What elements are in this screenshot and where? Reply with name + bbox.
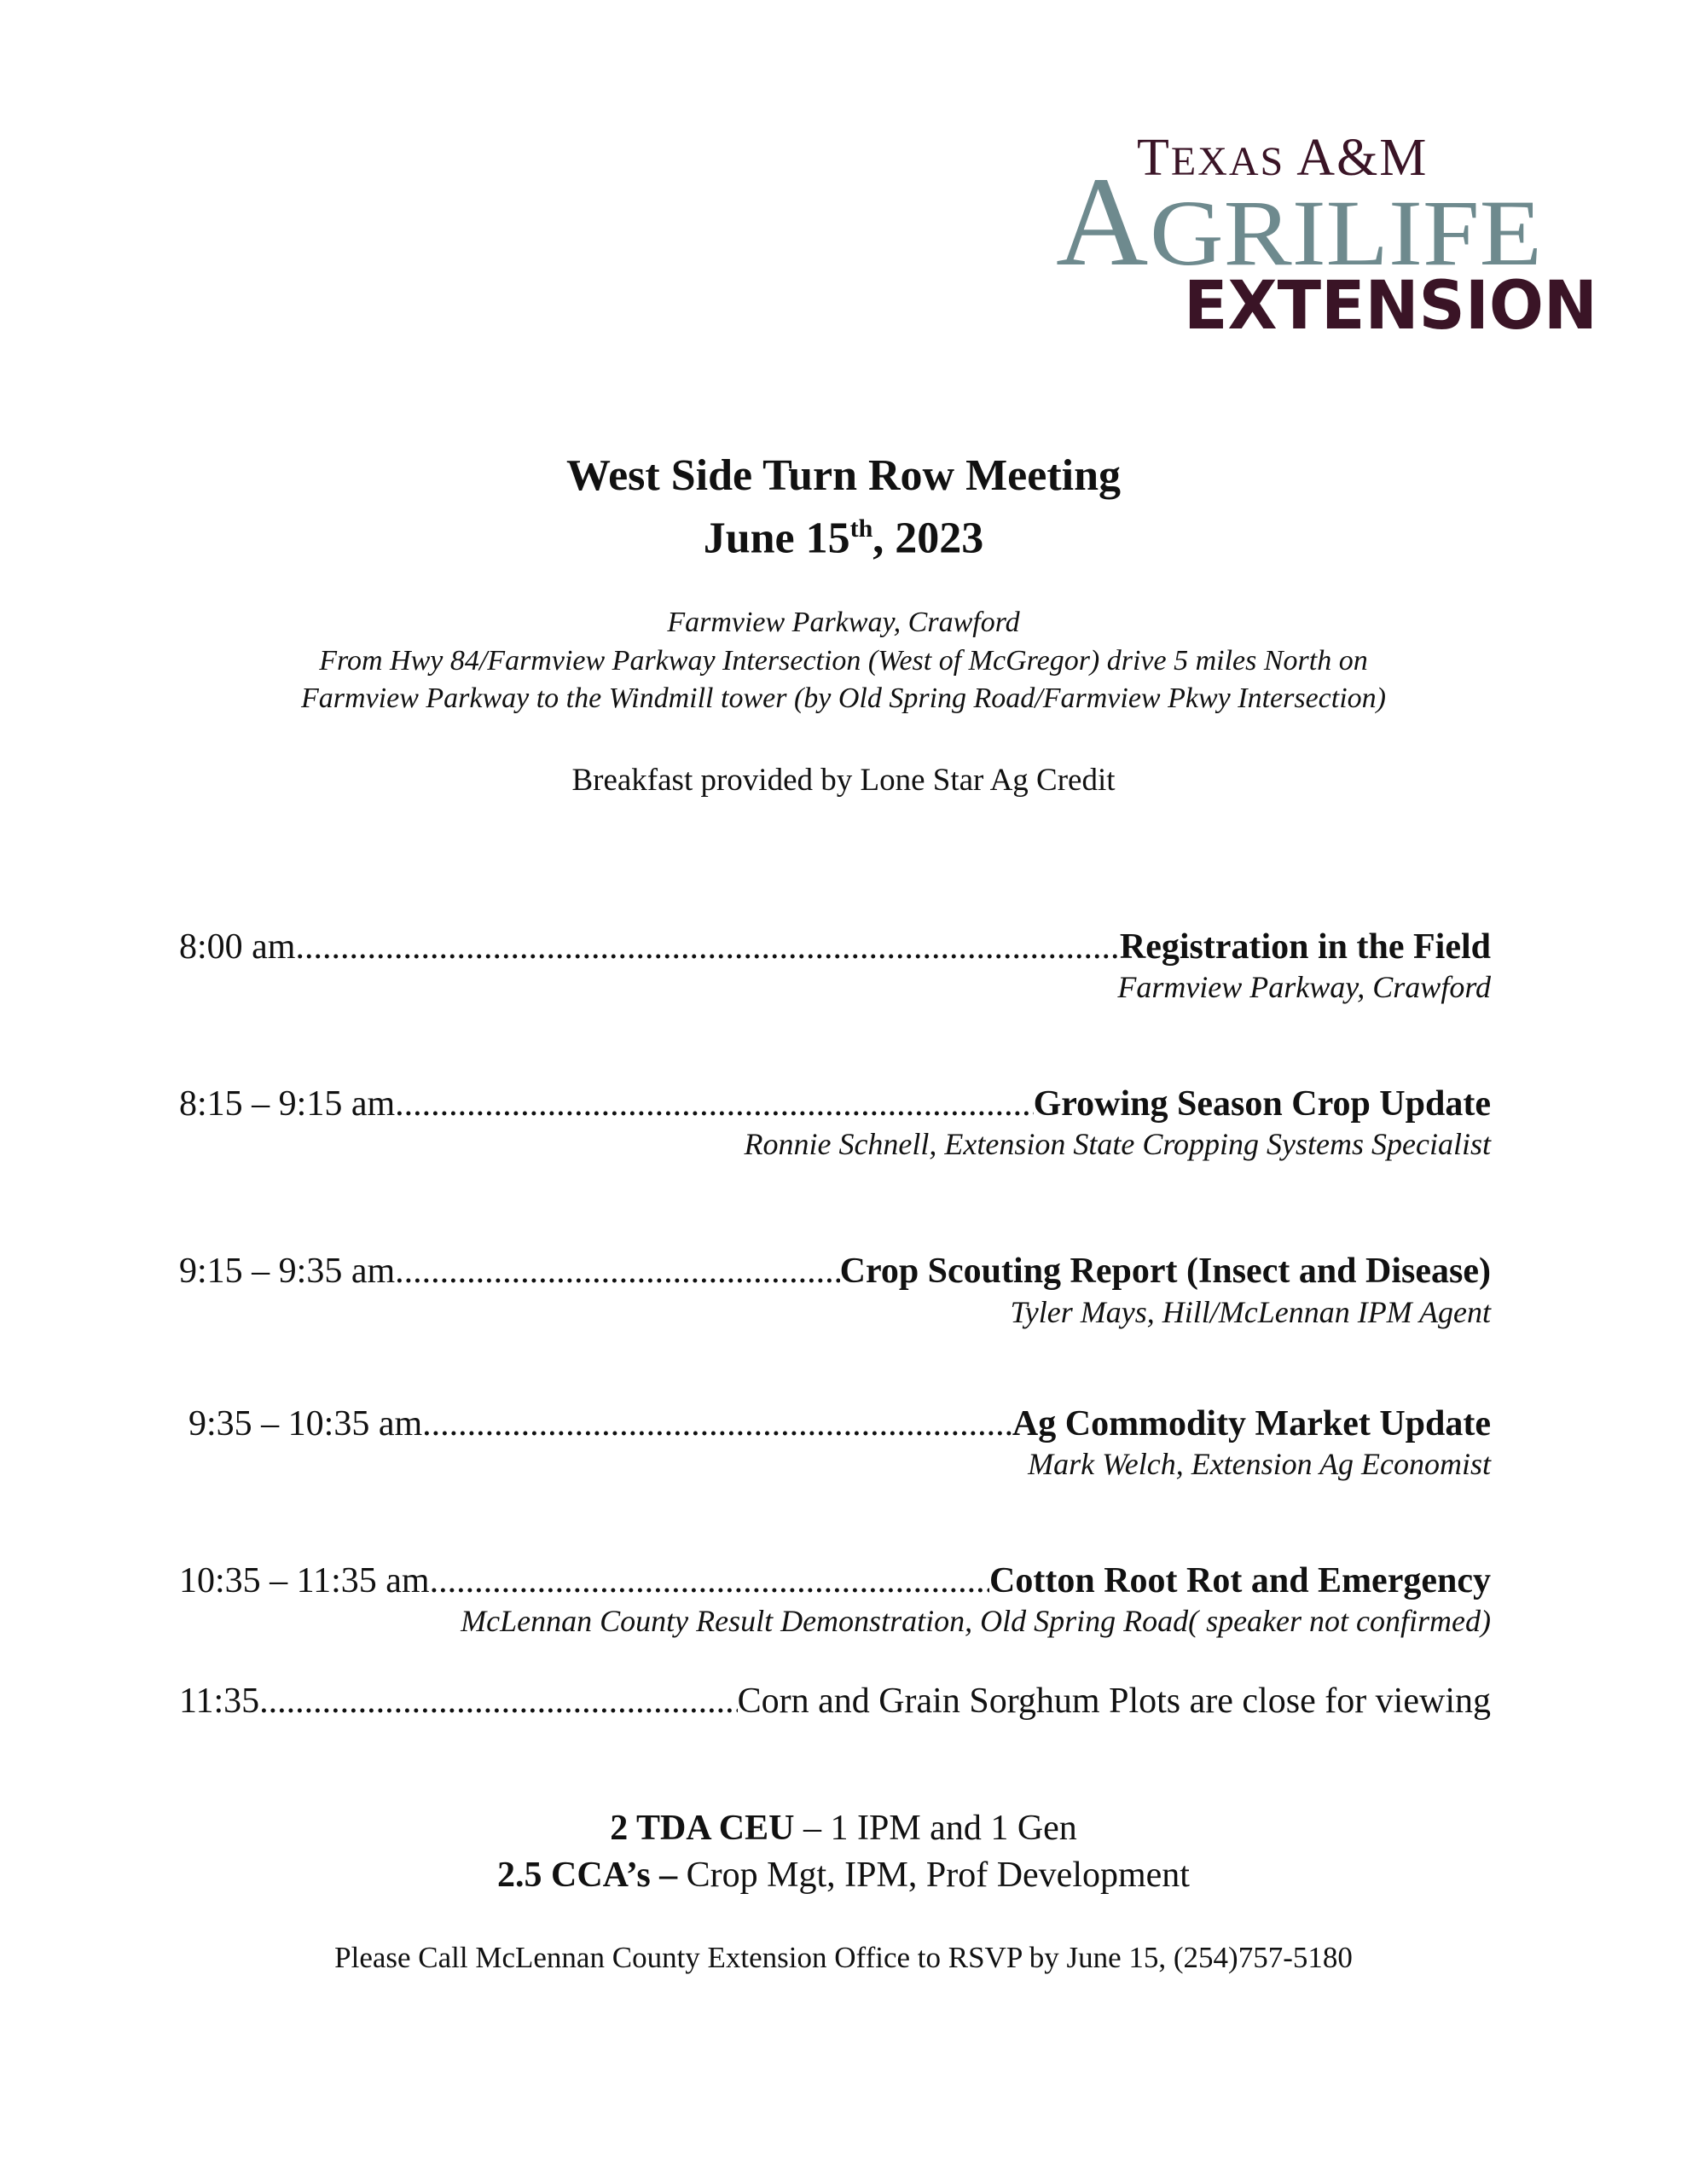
agenda-subtitle: Tyler Mays, Hill/McLennan IPM Agent (1010, 1295, 1491, 1329)
breakfast-sponsor: Breakfast provided by Lone Star Ag Credit (571, 763, 1116, 798)
agenda-subtitle: Ronnie Schnell, Extension State Cropping Systems Specialist (744, 1127, 1491, 1161)
agrilife-extension-logo (1056, 128, 1602, 337)
cca-credits: 2.5 CCA’s – Crop Mgt, IPM, Prof Development (497, 1856, 1190, 1895)
agenda-item: 11:35 ..... Corn and Grain Sorghum Plots are close for viewing (179, 1680, 1491, 1722)
agenda-subtitle: Mark Welch, Extension Ag Economist (1028, 1447, 1491, 1481)
agenda-item: 10:35 – 11:35 am ..... Cotton Root Rot and Emergency (179, 1560, 1491, 1602)
agenda-subtitle: McLennan County Result Demonstration, Old Spring Road( speaker not confirmed) (461, 1604, 1491, 1638)
svg-text:TEXAS A&M: TEXAS A&M (1137, 129, 1429, 187)
svg-text:GRILIFE: GRILIFE (1150, 181, 1542, 285)
directions-line-1: From Hwy 84/Farmview Parkway Intersection (West of McGregor) drive 5 miles North on (319, 645, 1368, 677)
tda-ceu-credits: 2 TDA CEU – 1 IPM and 1 Gen (610, 1809, 1077, 1848)
event-title: West Side Turn Row Meeting (565, 451, 1122, 500)
event-date: June 15th, 2023 (703, 514, 984, 563)
svg-text:EXTENSION: EXTENSION (1184, 268, 1597, 337)
agenda-item: 9:35 – 10:35 am ..... Ag Commodity Market Update (188, 1403, 1491, 1445)
agenda-item: 8:15 – 9:15 am ..... Growing Season Crop Update (179, 1083, 1491, 1125)
directions-line-2: Farmview Parkway to the Windmill tower (by Old Spring Road/Farmview Pkwy Intersection) (301, 682, 1386, 714)
agenda-subtitle: Farmview Parkway, Crawford (1117, 970, 1491, 1004)
location-line: Farmview Parkway, Crawford (667, 607, 1020, 638)
rsvp-note: Please Call McLennan County Extension Office to RSVP by June 15, (254)757-5180 (334, 1941, 1353, 1974)
agenda-item: 9:15 – 9:35 am ..... Crop Scouting Report (Insect and Disease) (179, 1250, 1491, 1292)
agenda-item: 8:00 am ..... Registration in the Field (179, 926, 1491, 968)
svg-text:A: A (1056, 151, 1149, 293)
